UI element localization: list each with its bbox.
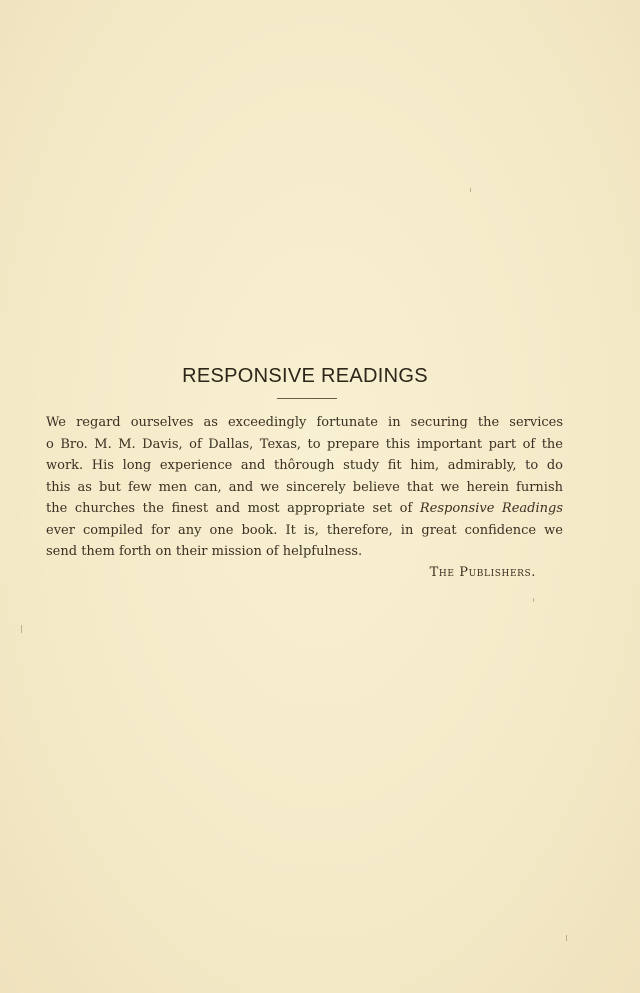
- paper-speck: [533, 598, 534, 602]
- paper-speck: [470, 188, 471, 192]
- page-title: RESPONSIVE READINGS: [182, 365, 428, 387]
- paper-speck: [21, 625, 22, 633]
- preface-paragraph: [46, 412, 563, 563]
- paragraph-line: [46, 498, 563, 520]
- paragraph-line: this as but few men can, and we sincerely believe that we herein furnish: [46, 479, 563, 495]
- italic-book-title: Responsive Readings: [419, 501, 563, 516]
- paper-speck: [566, 935, 567, 941]
- paragraph-line: We regard ourselves as exceedingly fortunate in securing the services: [46, 415, 563, 430]
- signature: The Publishers.: [429, 565, 536, 580]
- title-rule: [277, 398, 337, 399]
- paragraph-line: o Bro. M. M. Davis, of Dallas, Texas, to prepare this important part of the: [46, 436, 563, 452]
- paragraph-line: ever compiled for any one book. It is, therefore, in great confidence we: [46, 522, 563, 538]
- paragraph-line: send them forth on their mission of helpfulness.: [46, 544, 363, 559]
- paragraph-line: work. His long experience and thôrough study fit him, admirably, to do: [46, 458, 563, 473]
- paragraph-line-text: the churches the finest and most appropriate set of: [46, 501, 413, 516]
